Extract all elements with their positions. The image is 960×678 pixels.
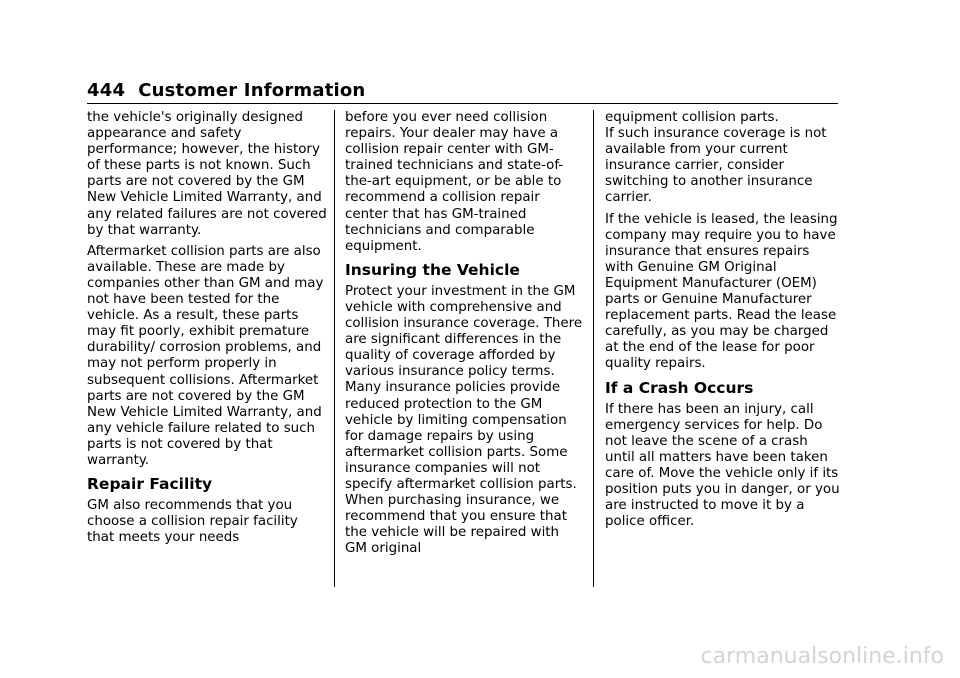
watermark-text: carmanualsonline.info bbox=[700, 644, 944, 669]
paragraph: When purchasing insurance, we recommend that you ensure that the vehicle will be repaired with GM original bbox=[345, 493, 567, 557]
text-column-3 bbox=[605, 110, 841, 535]
column-divider-2 bbox=[593, 110, 594, 587]
paragraph: equipment collision parts. bbox=[605, 110, 779, 125]
section-heading-repair-facility: Repair Facility bbox=[87, 475, 213, 494]
page-header bbox=[87, 80, 365, 101]
paragraph: before you ever need collision repairs. Your dealer may have a collision repair center with GM-trained technicians and state-of-the-art equipment, or be able to recommend a collision repair center that has GM-trained technicians and comparable equipment. bbox=[345, 110, 564, 254]
paragraph: If such insurance coverage is not available from your current insurance carrier, consider switching to another insurance carrier. bbox=[605, 126, 827, 206]
paragraph: If the vehicle is leased, the leasing company may require you to have insurance that ensures repairs with Genuine GM Original Equipment Manufacturer (OEM) parts or Genuine Manufacturer replacement parts. Read the lease carefully, as you may be charged at the end of the lease for poor quality repairs. bbox=[605, 211, 838, 372]
column-divider-1 bbox=[334, 110, 335, 587]
paragraph: the vehicle's originally designed appearance and safety performance; however, the history of these parts is not known. Such parts are not covered by the GM New Vehicle Limited Warranty, and any related failures are not covered by that warranty. bbox=[87, 110, 327, 238]
section-heading-if-a-crash-occurs: If a Crash Occurs bbox=[605, 378, 754, 397]
paragraph: Protect your investment in the GM vehicle with comprehensive and collision insurance coverage. There are significant differences in the quality of coverage afforded by various insurance policy terms. Many insurance policies provide reduced protection to the GM vehicle by limiting compensation for damage repairs by using aftermarket collision parts. Some insurance companies will not specify aftermarket collision parts. bbox=[345, 283, 583, 492]
header-rule bbox=[87, 103, 838, 104]
paragraph: If there has been an injury, call emergency services for help. Do not leave the scene of a crash until all matters have been taken care of. Move the vehicle only if its position puts you in danger, or you are instructed to move it by a police officer. bbox=[605, 401, 840, 530]
paragraph: GM also recommends that you choose a collision repair facility that meets your needs bbox=[87, 498, 298, 546]
text-column-1 bbox=[87, 110, 327, 551]
page-number: 444 bbox=[87, 80, 126, 101]
section-heading-insuring-the-vehicle: Insuring the Vehicle bbox=[345, 260, 520, 279]
paragraph: Aftermarket collision parts are also available. These are made by companies other than GM and may not have been tested for the vehicle. As a result, these parts may fit poorly, exhibit premature durability/ corrosion problems, and may not perform properly in subsequent collisions. Aftermarket parts are not covered by the GM New Vehicle Limited Warranty, and any vehicle failure related to such parts is not covered by that warranty. bbox=[87, 243, 324, 468]
section-title: Customer Information bbox=[138, 80, 366, 101]
text-column-2 bbox=[345, 110, 585, 562]
